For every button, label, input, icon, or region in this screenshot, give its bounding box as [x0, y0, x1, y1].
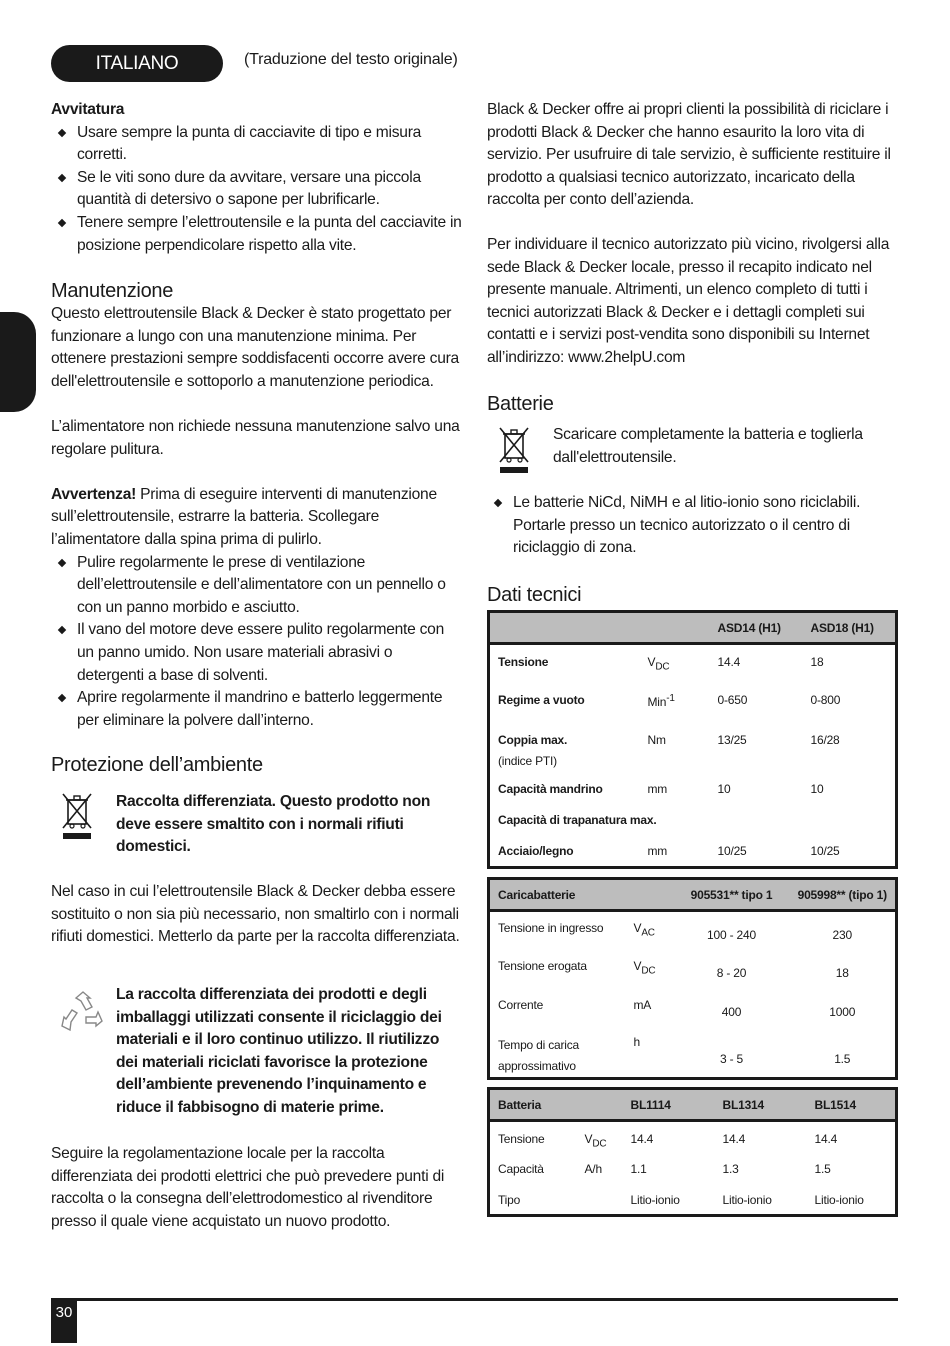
alimentatore-paragraph: L’alimentatore non richiede nessuna manutenzione salvo una regolare pulitura.: [51, 417, 460, 458]
column-header: 905998** (tipo 1): [786, 879, 897, 911]
crossed-bin-icon: [60, 788, 94, 842]
column-header: 905531** tipo 1: [674, 879, 786, 911]
raccolta-notice: Raccolta differenziata. Questo prodotto non deve essere smaltito con i normali rifiuti domestici.: [116, 793, 431, 856]
table-row: Tensione erogata $V_{DC}$ 8 - 20 18: [498, 958, 849, 980]
language-badge: ITALIANO: [51, 45, 223, 82]
riciclo-paragraph: Black & Decker offre ai propri clienti la possibilità di riciclare i prodotti Black & Decker che hanno esaurito la loro vita di servizio. Per usufruire di tale servizio, è sufficiente restituire il prodotto a qualsiasi tecnico autorizzato, incaricato della raccolta per conto dell’azienda.: [487, 101, 891, 209]
avvitatura-list: [51, 122, 463, 258]
table-row: Capacità A/h 1.1 1.3 1.5: [498, 1161, 831, 1176]
list-item: Tenere sempre l’elettroutensile e la punta del cacciavite in posizione perpendicolare rispetto alla vite.: [51, 212, 463, 257]
table-row: Coppia max. (indice PTI) Nm 13/25 16/28: [498, 732, 840, 768]
section-avvitatura: [51, 99, 463, 257]
table-row: Capacità mandrino mm 10 10: [498, 781, 824, 796]
page-number: 30: [51, 1301, 77, 1343]
section-tab-marker: [0, 312, 36, 412]
riciclaggio-notice: La raccolta differenziata dei prodotti e degli imballaggi utilizzati consente il riciclaggio dei materiali e il loro continuo utilizzo. Il riutilizzo dei materiali riciclati favorisce la protezione dell’ambiente prevenendo l’inquinamento e riduce il fabbisogno di materie prime.: [116, 986, 442, 1116]
warning-label: Avvertenza!: [51, 485, 137, 503]
table-row: Acciaio/legno mm 10/25 10/25: [498, 843, 840, 858]
table-row: Corrente mA 400 1000: [498, 997, 856, 1019]
spec-table-charger: [487, 877, 898, 1080]
list-item: Le batterie NiCd, NiMH e al litio-ionio sono riciclabili. Portarle presso un tecnico autorizzato o il centro di riciclaggio di zona.: [487, 492, 897, 560]
manutenzione-title: Manutenzione: [51, 280, 174, 302]
regolamentazione-paragraph: Seguire la regolamentazione locale per la raccolta differenziata dei prodotti elettrici che può prevedere punti di raccolta o la consegna dell’elettrodomestico al rivenditore presso il quale viene acquistato un nuovo prodotto.: [51, 1145, 445, 1230]
section-manutenzione: [51, 303, 463, 732]
list-item: Se le viti sono dure da avvitare, versare una piccola quantità di detersivo o sapone per lubrificarle.: [51, 167, 463, 212]
column-header: BL1314: [715, 1089, 807, 1121]
table-row: Tensione $V_{DC}$ 14.4 14.4 14.4: [498, 1132, 838, 1150]
footer-divider: [51, 1298, 898, 1301]
smaltimento-paragraph: Nel caso in cui l’elettroutensile Black & Decker debba essere sostituito o non sia più necessario, non smaltirlo con i normali rifiuti domestici. Metterlo da parte per la raccolta differenziata.: [51, 883, 460, 946]
list-item: Il vano del motore deve essere pulito regolarmente con un panno umido. Non usare materiali abrasivi o detergenti a base di solventi.: [51, 619, 463, 687]
batterie-list: [487, 492, 897, 560]
table-header: Caricabatterie 905531** tipo 1 905998** (tipo 1): [489, 879, 897, 911]
column-header: BL1514: [807, 1089, 897, 1121]
translation-note: (Traduzione del testo originale): [244, 51, 458, 68]
spec-table-tool: [487, 610, 898, 869]
column-header: BL1114: [623, 1089, 715, 1121]
warning-text: Prima di eseguire interventi di manutenzione sull’elettroutensile, estrarre la batteria. Scollegare l’alimentatore dalla spina prima di pulirlo.: [51, 485, 437, 548]
warning-paragraph: [51, 484, 463, 552]
recycle-icon: [58, 990, 108, 1040]
table-row: Tempo di carica approssimativo h 3 - 5 1.5: [498, 1034, 851, 1073]
column-header: ASD14 (H1): [710, 612, 803, 644]
tecnico-paragraph: Per individuare il tecnico autorizzato più vicino, rivolgersi alla sede Black & Decker locale, presso il recapito indicato nel presente manuale. Altrimenti, un elenco completo di tutti i tecnici autorizzati Black & Decker e i dettagli completi sui contatti e i servizi post-vendita sono disponibili su Internet all’indirizzo: www.2helpU.com: [487, 236, 890, 366]
list-item: Aprire regolarmente il mandrino e batterlo leggermente per eliminare la polvere dall’interno.: [51, 687, 463, 732]
table-header: Batteria BL1114 BL1314 BL1514: [489, 1089, 897, 1121]
manutenzione-paragraph: Questo elettroutensile Black & Decker è stato progettato per funzionare a lungo con una manutenzione minima. Per ottenere prestazioni sempre soddisfacenti occorre avere cura dell'elettroutensile e sottoporlo a manutenzione periodica.: [51, 305, 459, 390]
batteria-icon-text: Scaricare completamente la batteria e toglierla dall'elettroutensile.: [553, 426, 863, 466]
manutenzione-list: [51, 552, 463, 733]
table-row: Tensione $V_{DC}$ 14.4 18: [498, 655, 824, 673]
table-row: Regime a vuoto Min$^{-1}$ 0-650 0-800: [498, 692, 841, 709]
table-header: [489, 612, 897, 644]
avvitatura-title: Avvitatura: [51, 101, 125, 118]
table-row: Tipo Litio-ionio Litio-ionio Litio-ionio: [498, 1192, 864, 1207]
crossed-bin-icon: [497, 422, 531, 476]
table-row: Tensione in ingresso $V_{AC}$ 100 - 240 230: [498, 921, 852, 942]
list-item: Pulire regolarmente le prese di ventilazione dell’elettroutensile e dell’alimentatore con un pennello o con un panno morbido e asciutto.: [51, 552, 463, 620]
list-item: Usare sempre la punta di cacciavite di tipo e misura corretti.: [51, 122, 463, 167]
batterie-title: Batterie: [487, 393, 554, 415]
table-row: Capacità di trapanatura max.: [498, 812, 657, 827]
ambiente-title: Protezione dell’ambiente: [51, 754, 263, 776]
spec-table-battery: [487, 1087, 898, 1217]
column-header: ASD18 (H1): [803, 612, 897, 644]
dati-tecnici-title: Dati tecnici: [487, 584, 582, 606]
